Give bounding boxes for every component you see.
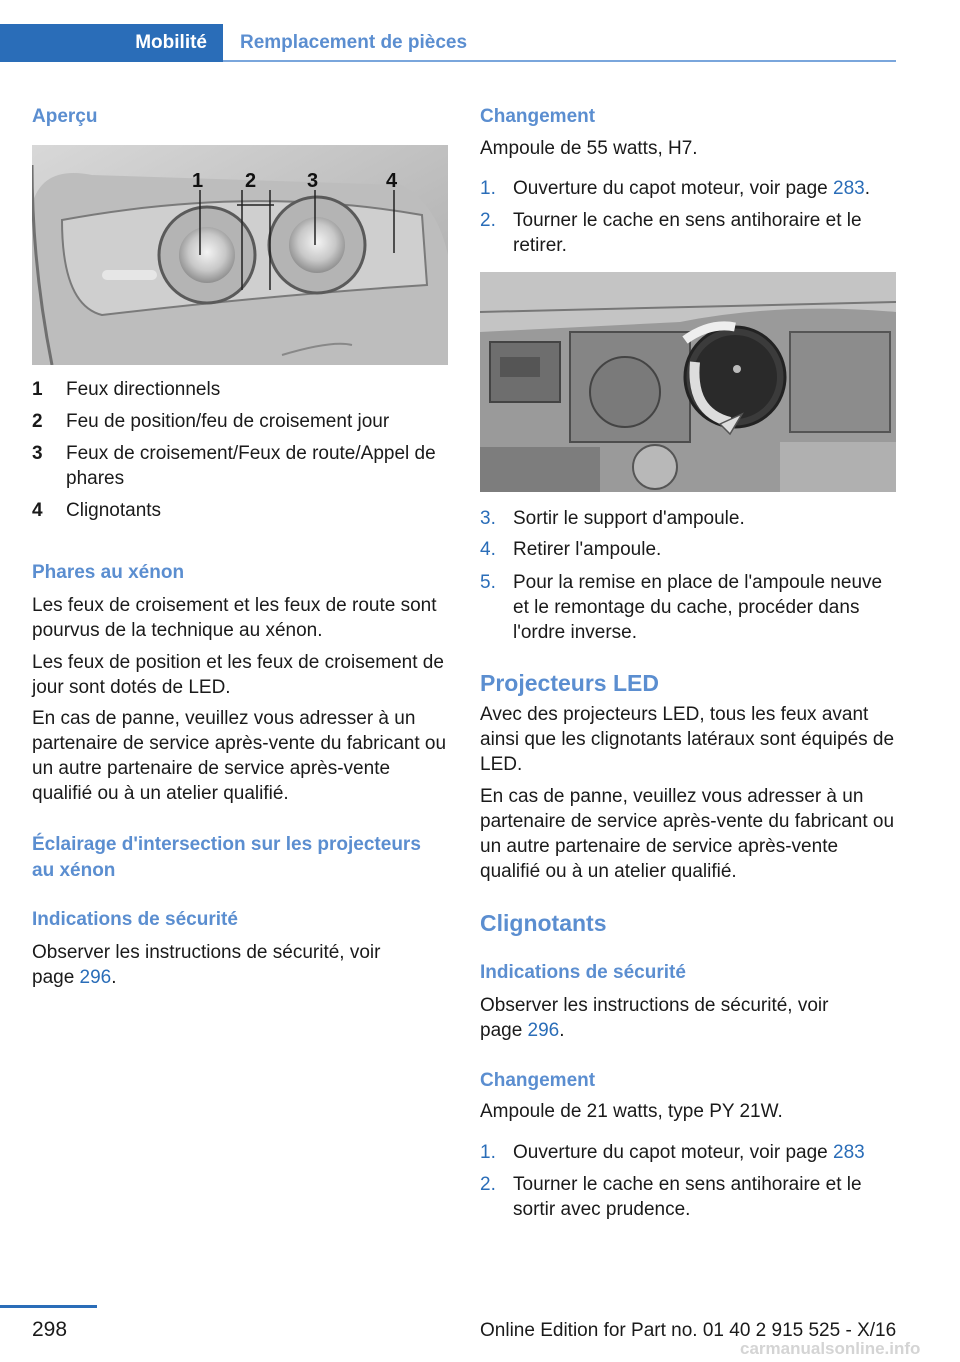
xenon-heading: Phares au xénon bbox=[32, 562, 185, 583]
xenon-paragraph-1: Les feux de croisement et les feux de route sont pourvus de la technique au xénon. bbox=[32, 595, 437, 641]
headlight-illustration bbox=[32, 145, 448, 365]
engine-bay-drawing bbox=[480, 272, 896, 492]
footer-bar bbox=[0, 1305, 97, 1308]
legend-number: 3 bbox=[32, 443, 43, 464]
step-text: Ouverture du capot moteur, voir page bbox=[513, 178, 834, 199]
change-heading: Changement bbox=[480, 106, 596, 127]
step-text: Tourner le cache en sens antihoraire et le retirer. bbox=[513, 210, 862, 256]
header-rule bbox=[223, 60, 896, 62]
page-header bbox=[0, 24, 896, 62]
step-text: Pour la remise en place de l'ampoule neuve et le remontage du cache, procéder dans l'ordre inverse. bbox=[513, 572, 883, 643]
legend-number: 1 bbox=[32, 379, 43, 400]
safety-paragraph bbox=[32, 940, 422, 990]
safety-end: . bbox=[559, 1020, 565, 1041]
legend-number: 4 bbox=[32, 500, 43, 521]
led-paragraph-1: Avec des projecteurs LED, tous les feux avant ainsi que les clignotants latéraux sont équipés de LED. bbox=[480, 704, 895, 775]
step-number: 2. bbox=[480, 210, 496, 231]
section-tab[interactable]: Mobilité bbox=[0, 24, 223, 62]
page-link[interactable]: 296 bbox=[79, 967, 112, 988]
step-text: Retirer l'ampoule. bbox=[513, 539, 662, 560]
chapter-tab[interactable]: Remplacement de pièces bbox=[240, 32, 468, 53]
page-link[interactable]: 283 bbox=[833, 1142, 865, 1163]
page-number: 298 bbox=[32, 1318, 68, 1341]
callout-3: 3 bbox=[307, 170, 319, 192]
step-text: Tourner le cache en sens antihoraire et le sortir avec prudence. bbox=[513, 1174, 862, 1220]
callout-2: 2 bbox=[245, 170, 257, 192]
xenon-paragraph-2: Les feux de position et les feux de croisement de jour sont dotés de LED. bbox=[32, 652, 444, 698]
callout-4: 4 bbox=[386, 170, 398, 192]
page-link[interactable]: 283 bbox=[833, 178, 865, 199]
engine-bay-illustration bbox=[480, 272, 896, 492]
step-number: 5. bbox=[480, 572, 496, 593]
step-number: 1. bbox=[480, 1142, 496, 1163]
edition-text: Online Edition for Part no. 01 40 2 915 525 - X/16 bbox=[480, 1320, 897, 1341]
callout-1: 1 bbox=[192, 170, 204, 192]
legend-text: Clignotants bbox=[66, 500, 162, 521]
intersection-heading: Éclairage d'intersection sur les projecteurs au xénon bbox=[32, 834, 421, 881]
safety-heading: Indications de sécurité bbox=[32, 909, 238, 930]
headlight-drawing bbox=[32, 145, 448, 365]
step-number: 1. bbox=[480, 178, 496, 199]
safety-end: . bbox=[111, 967, 117, 988]
step-text: Ouverture du capot moteur, voir page bbox=[513, 1142, 834, 1163]
bulb2-text: Ampoule de 21 watts, type PY 21W. bbox=[480, 1101, 783, 1122]
safety-heading: Indications de sécurité bbox=[480, 962, 686, 983]
change2-heading: Changement bbox=[480, 1070, 596, 1091]
safety-text: Observer les instructions de sécurité, voir page bbox=[480, 995, 829, 1041]
legend-text: Feux directionnels bbox=[66, 379, 221, 400]
watermark: carmanualsonline.info bbox=[740, 1339, 921, 1358]
legend-text: Feux de croisement/Feux de route/Appel de phares bbox=[66, 443, 436, 489]
legend-text: Feu de position/feu de croisement jour bbox=[66, 411, 390, 432]
led-paragraph-2: En cas de panne, veuillez vous adresser à un partenaire de service après-vente du fabricant ou un autre partenaire de service après-vente qualifié ou à un atelier qualifié. bbox=[480, 786, 895, 882]
xenon-paragraph-3: En cas de panne, veuillez vous adresser à un partenaire de service après-vente du fabricant ou un autre partenaire de service après-vente qualifié ou à un atelier qualifié. bbox=[32, 708, 447, 804]
bulb-text: Ampoule de 55 watts, H7. bbox=[480, 138, 698, 159]
step-end: . bbox=[864, 178, 870, 199]
step-number: 3. bbox=[480, 508, 496, 529]
step-text: Sortir le support d'ampoule. bbox=[513, 508, 745, 529]
step-number: 2. bbox=[480, 1174, 496, 1195]
led-heading: Projecteurs LED bbox=[480, 670, 659, 696]
safety-paragraph bbox=[480, 993, 870, 1043]
apercu-heading: Aperçu bbox=[32, 106, 98, 127]
page-link[interactable]: 296 bbox=[527, 1020, 560, 1041]
legend-number: 2 bbox=[32, 411, 43, 432]
step-number: 4. bbox=[480, 539, 496, 560]
safety-text: Observer les instructions de sécurité, voir page bbox=[32, 942, 381, 988]
clignotants-heading: Clignotants bbox=[480, 910, 607, 936]
